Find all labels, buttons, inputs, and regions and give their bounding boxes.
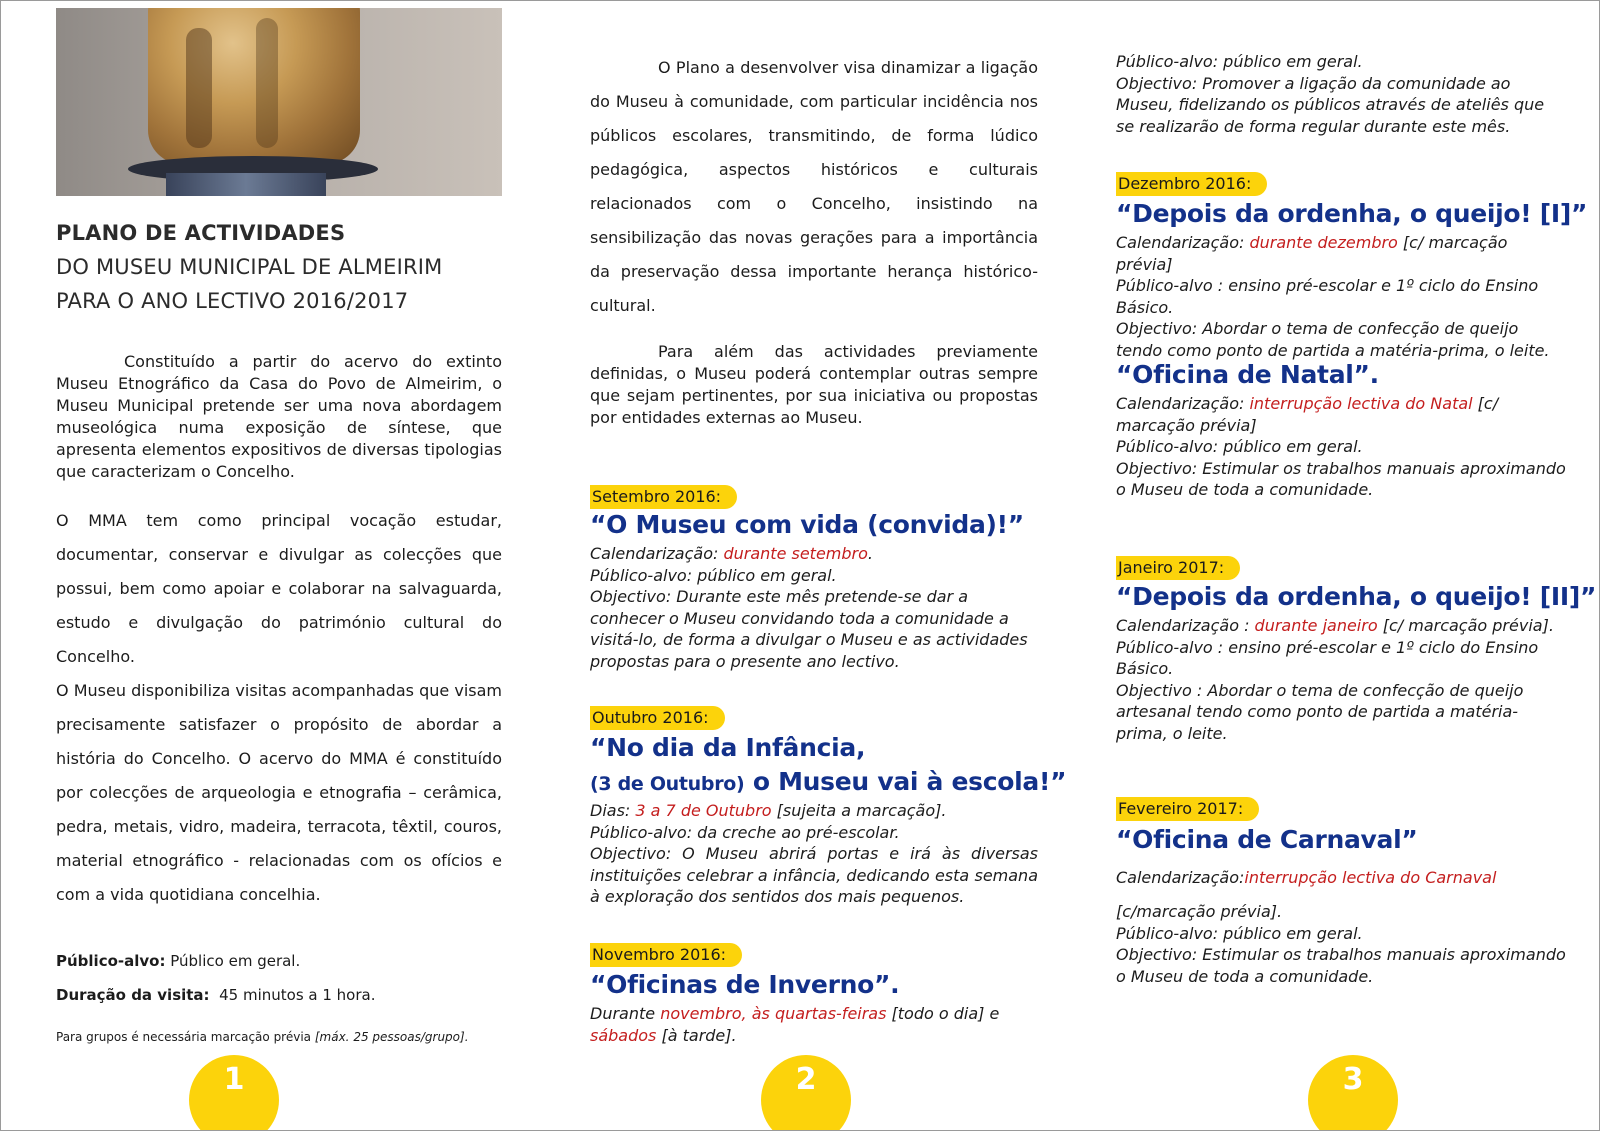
event-title-natal: “Oficina de Natal”.	[1116, 360, 1379, 389]
month-badge-novembro: Novembro 2016:	[590, 943, 742, 967]
event-desc-outubro: Dias: 3 a 7 de Outubro [sujeita a marcação]. Público-alvo: da creche ao pré-escolar. Objectivo: O Museu abrirá portas e irá às diversas instituições celebrar a infância, dedicando esta semana à exploração dos sentidos dos mais pequenos.	[590, 801, 1038, 906]
event-title-dezembro: “Depois da ordenha, o queijo! [I]”	[1116, 199, 1588, 228]
event-desc-fevereiro: [c/marcação prévia]. Público-alvo: público em geral. Objectivo: Estimular os trabalhos manuais aproximando o Museu de toda a comunidade.	[1116, 902, 1566, 986]
event-title-janeiro: “Depois da ordenha, o queijo! [II]”	[1116, 582, 1597, 611]
month-badge-dezembro: Dezembro 2016:	[1116, 172, 1267, 196]
month-badge-outubro: Outubro 2016:	[590, 706, 725, 730]
intro-paragraph: Constituído a partir do acervo do extinto Museu Etnográfico da Casa do Povo de Almeirim, o Museu Municipal pretende ser uma nova abordagem museológica numa exposição de síntese, que apresenta elementos expositivos de diversas tipologias que caracterizam o Concelho.	[56, 352, 502, 481]
event-title-novembro: “Oficinas de Inverno”.	[590, 970, 900, 999]
plan-extra-paragraph: Para além das actividades previamente definidas, o Museu poderá contemplar outras sempre que sejam pertinentes, por sua iniciativa ou propostas por entidades externas ao Museu.	[590, 342, 1038, 427]
page-number-2: 2	[761, 1055, 851, 1131]
event-title-outubro-2: (3 de Outubro) o Museu vai à escola!”	[590, 767, 1067, 796]
plan-intro-paragraph: O Plano a desenvolver visa dinamizar a ligação do Museu à comunidade, com particular incidência nos públicos escolares, transmitindo, de forma lúdico pedagógica, aspectos históricos e culturais relacionados com o Concelho, insistindo na sensibilização das novas gerações para a importância da preservação dessa importante herança histórico-cultural.	[590, 58, 1038, 315]
duration-info: Duração da visita: 45 minutos a 1 hora.	[56, 986, 376, 1004]
month-badge-fevereiro: Fevereiro 2017:	[1116, 797, 1259, 821]
event-desc-natal: Calendarização: interrupção lectiva do Natal [c/ marcação prévia] Público-alvo: público em geral. Objectivo: Estimular os trabalhos manuais aproximando o Museu de toda a comunidade.	[1116, 394, 1566, 499]
event-title-fevereiro: “Oficina de Carnaval”	[1116, 825, 1418, 854]
event-desc-janeiro: Calendarização : durante janeiro [c/ marcação prévia]. Público-alvo : ensino pré-escolar e 1º ciclo do Ensino Básico. Objectivo : Abordar o tema de confecção de queijo artesanal tendo como ponto de partida a matéria-prima, o leite.	[1116, 616, 1554, 743]
event-desc-novembro-cont: Público-alvo: público em geral. Objectivo: Promover a ligação da comunidade ao Museu, fidelizando os públicos através de ateliês que se realizarão de forma regular durante este mês.	[1116, 52, 1545, 136]
public-info: Público-alvo: Público em geral.	[56, 952, 301, 970]
page-title-line-2: DO MUSEU MUNICIPAL DE ALMEIRIM	[56, 255, 443, 279]
mission-paragraphs	[56, 504, 502, 912]
event-title-outubro-1: “No dia da Infância,	[590, 733, 866, 762]
vocation-paragraph: O MMA tem como principal vocação estudar, documentar, conservar e divulgar as colecções que possui, bem como apoiar e colaborar na salvaguarda, estudo e divulgação do património cultural do Concelho.	[56, 511, 502, 666]
event-desc-dezembro: Calendarização: durante dezembro [c/ marcação prévia] Público-alvo : ensino pré-escolar e 1º ciclo do Ensino Básico. Objectivo: Abordar o tema de confecção de queijo tendo como ponto de partida a matéria-prima, o leite.	[1116, 233, 1550, 360]
page-number-1: 1	[189, 1055, 279, 1131]
month-badge-setembro: Setembro 2016:	[590, 485, 737, 509]
page-title-line-1: PLANO DE ACTIVIDADES	[56, 221, 346, 245]
page-title-line-3: PARA O ANO LECTIVO 2016/2017	[56, 289, 409, 313]
event-desc-fevereiro-cal: Calendarização:interrupção lectiva do Carnaval	[1116, 868, 1497, 887]
groups-note: Para grupos é necessária marcação prévia [máx. 25 pessoas/grupo].	[56, 1030, 469, 1044]
month-badge-janeiro: Janeiro 2017:	[1116, 556, 1240, 580]
museum-object-photo	[56, 8, 502, 196]
event-desc-novembro: Durante novembro, às quartas-feiras [todo o dia] e sábados [à tarde].	[590, 1004, 1000, 1045]
page-number-3: 3	[1308, 1055, 1398, 1131]
event-desc-setembro: Calendarização: durante setembro. Público-alvo: público em geral. Objectivo: Durante este mês pretende-se dar a conhecer o Museu convidando toda a comunidade a visitá-lo, de forma a divulgar o Museu e as actividades propostas para o presente ano lectivo.	[590, 544, 1028, 671]
visits-paragraph: O Museu disponibiliza visitas acompanhadas que visam precisamente satisfazer o propósito de abordar a história do Concelho. O acervo do MMA é constituído por colecções de arqueologia e etnografia – cerâmica, pedra, metais, vidro, madeira, terracota, têxtil, couros, material etnográfico - relacionadas com os ofícios e com a vida quotidiana concelhia.	[56, 681, 502, 904]
event-title-setembro: “O Museu com vida (convida)!”	[590, 510, 1024, 539]
